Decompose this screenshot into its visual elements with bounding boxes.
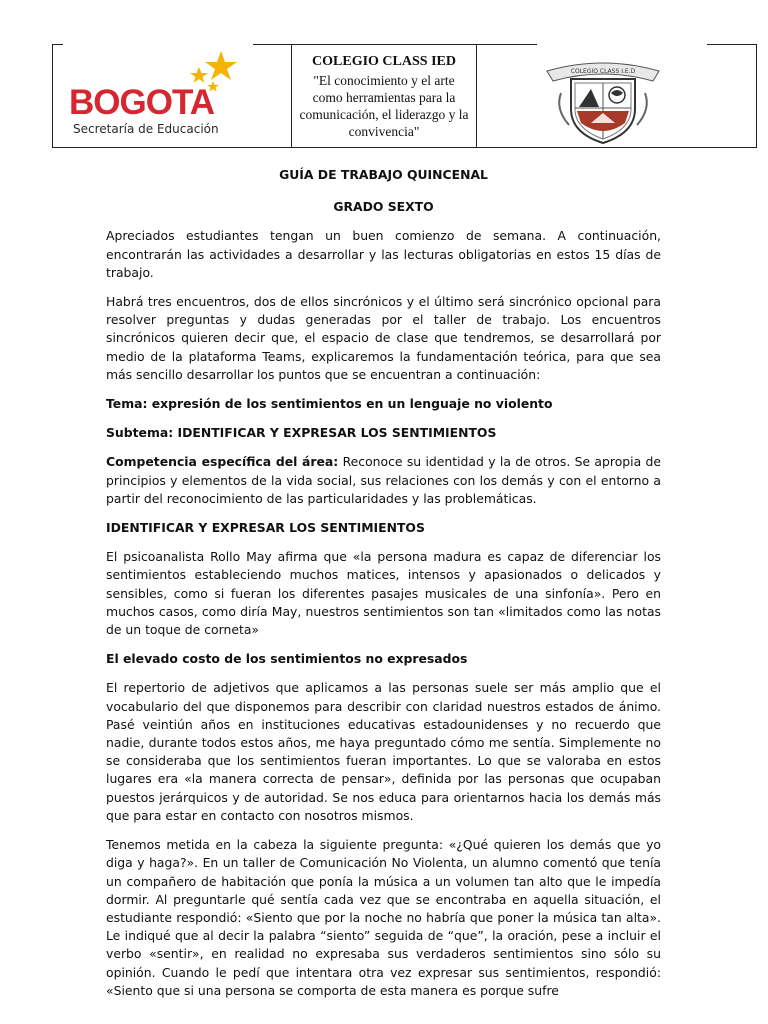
meetings-paragraph: Habrá tres encuentros, dos de ellos sincrónicos y el último será sincrónico opcional para resolver preguntas y dudas generadas por el taller de trabajo. Los encuentros sincrónicos quieren decir que, el espacio de clase que tendremos, se desarrollará por medio de la plataforma Teams, explicaremos la fundamentación teórica, para que sea más sencillo desarrollar los puntos que se encuentran a continuación: <box>106 294 661 382</box>
grade-title: GRADO SEXTO <box>333 199 434 215</box>
competencia-label: Competencia específica del área: <box>106 454 339 470</box>
repertoire-paragraph: El repertorio de adjetivos que aplicamos a las personas suele ser más amplio que el vocabulario del que disponemos para describir con claridad nuestros estados de ánimo. Pasé veintiún años en instituciones educativas estadounidenses y no recuerdo que nadie, durante todos estos años, me haya preguntado cómo me sentía. Simplemente no se consideraba que los sentimientos fueran importantes. Lo que se valoraba en estos lugares era «la manera correcta de pensar», definida por las personas que ocupaban puestos jerárquicos y de autoridad. Se nos educa para orientarnos hacia los demás más que para estar en contacto con nosotros mismos. <box>106 680 661 823</box>
workshop-paragraph: Tenemos metida en la cabeza la siguiente pregunta: «¿Qué quieren los demás que yo diga y haga?». En un taller de Comunicación No Violenta, un alumno comentó que tenía un compañero de habitación que ponía la música a un volumen tan alto que le impedía dormir. Al preguntarle qué sentía cada vez que se encontraba en aquella situación, el estudiante respondió: «Siento que por la noche no habría que poner la música tan alta». Le indiqué que al decir la palabra “siento” seguida de “que”, la oración, pese a incluir el verbo «sentir», en realidad no expresaba sus verdaderos sentimientos sino sólo su opinión. Cuando le pedí que intentara otra vez expresar sus sentimientos, respondió: «Siento que si una persona se comporta de esta manera es porque sufre <box>106 837 661 998</box>
section-heading-1: IDENTIFICAR Y EXPRESAR LOS SENTIMIENTOS <box>106 520 425 536</box>
school-crest-icon <box>541 53 665 145</box>
competencia-text: Reconoce su identidad y la de otros. Se apropia de principios y elementos de la vida social, sus relaciones con los demás y con el entorno a partir del reconocimiento de las particularidades y las problemáticas. <box>106 454 662 506</box>
header-right-cell <box>477 45 757 148</box>
competencia-paragraph <box>106 453 661 508</box>
intro-paragraph: Apreciados estudiantes tengan un buen comienzo de semana. A continuación, encontrarán las actividades a desarrollar y las lecturas obligatorias en estos 15 días de trabajo. <box>106 228 661 280</box>
section-heading-2: El elevado costo de los sentimientos no expresados <box>106 651 468 667</box>
header-left-cell <box>53 45 292 148</box>
header-center-cell <box>292 45 477 148</box>
crest-banner-text: COLEGIO CLASS I.E.D <box>570 68 636 75</box>
tema-line: Tema: expresión de los sentimientos en un lenguaje no violento <box>106 396 553 412</box>
header-table <box>52 44 757 148</box>
bogota-wordmark: BOGOTA <box>69 83 215 122</box>
document-body <box>106 160 661 1000</box>
rollo-may-paragraph: El psicoanalista Rollo May afirma que «la persona madura es capaz de diferenciar los sentimientos estableciendo muchos matices, intensos y apasionados o delicados y sensibles, como si fueran los diferentes pasajes musicales de una sinfonía». Pero en muchos casos, como diría May, nuestros sentimientos son tan «limitados como las notas de un toque de corneta» <box>106 549 661 638</box>
school-name: COLEGIO CLASS IED <box>312 53 456 69</box>
document-title: GUÍA DE TRABAJO QUINCENAL <box>279 167 488 182</box>
bogota-logo <box>63 49 233 141</box>
subtema-line: Subtema: IDENTIFICAR Y EXPRESAR LOS SENTIMIENTOS <box>106 425 497 441</box>
school-motto: "El conocimiento y el arte como herramientas para la comunicación, el liderazgo y la convivencia" <box>299 72 469 139</box>
bogota-subtitle: Secretaría de Educación <box>73 122 219 136</box>
